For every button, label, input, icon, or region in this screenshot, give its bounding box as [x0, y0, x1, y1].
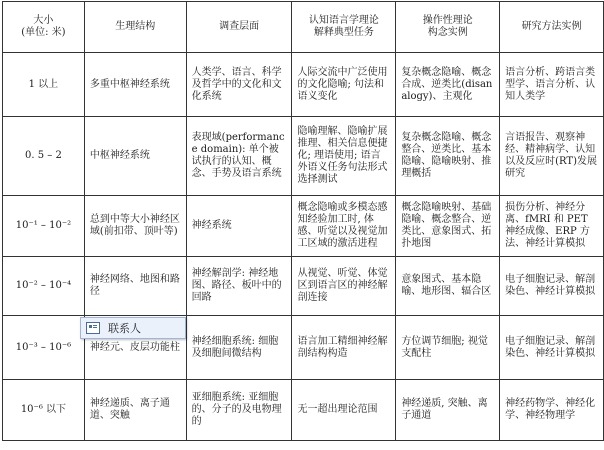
cell-level: 表现域(performance domain): 单个被试执行的认知、概念、手势及语言系统	[186, 117, 292, 196]
cell-task: 人际交流中广泛使用的文化隐喻; 句法和语义变化	[292, 53, 396, 117]
header-size: 大小 (单位: 米)	[3, 2, 85, 53]
cell-method: 电子细胞记录、解剖染色、神经计算模拟	[500, 316, 604, 380]
table-row	[3, 380, 604, 441]
header-physiology: 生理结构	[84, 2, 186, 53]
cell-method: 神经药物学、神经化学、神经物理学	[500, 380, 604, 441]
table-row	[3, 53, 604, 117]
cell-level: 人类学、语言、科学及哲学中的文化和文化系统	[186, 53, 292, 117]
cell-level: 神经系统	[186, 196, 292, 257]
cell-physiology: 总到中等大小神经区域(前扣带、顶叶等)	[84, 196, 186, 257]
table-row	[3, 257, 604, 316]
header-construct: 操作性理论 构念实例	[396, 2, 500, 53]
cell-construct: 复杂概念隐喻、概念整合、逆类比、基本隐喻、隐喻映射、推理概括	[396, 117, 500, 196]
header-cognitive-task: 认知语言学理论 解释典型任务	[292, 2, 396, 53]
cell-size: 10⁻³ – 10⁻⁶	[3, 316, 85, 380]
cell-task: 概念隐喻或多模态感知经验加工时, 体感、听觉以及视觉加工区域的激活进程	[292, 196, 396, 257]
table-row	[3, 196, 604, 257]
cell-level: 神经细胞系统: 细胞及细胞间微结构	[186, 316, 292, 380]
cell-task: 隐喻理解、隐喻扩展推理、相关信息便捷化; 理语使用; 语言外语义任务句法形式选择测试	[292, 117, 396, 196]
cell-physiology: 神经网络、地图和路径	[84, 257, 186, 316]
cell-size: 1 以上	[3, 53, 85, 117]
cell-construct: 方位调节细胞; 视觉支配柱	[396, 316, 500, 380]
cell-task: 无一超出理论范围	[292, 380, 396, 441]
cell-level: 亚细胞系统: 亚细胞的、分子的及电物理的	[186, 380, 292, 441]
cell-physiology: 神经递质、离子通道、突触	[84, 380, 186, 441]
cell-task: 语言加工精细神经解剖结构构造	[292, 316, 396, 380]
cell-method: 言语报告、观察神经、精神病学、认知以及反应时(RT)发展研究	[500, 117, 604, 196]
contact-card-icon	[86, 322, 100, 334]
comparison-table	[2, 1, 604, 441]
cell-size: 10⁻² – 10⁻⁴	[3, 257, 85, 316]
cell-size: 10⁻¹ – 10⁻²	[3, 196, 85, 257]
cell-size: 10⁻⁶ 以下	[3, 380, 85, 441]
cell-method: 电子细胞记录、解剖染色、神经计算模拟	[500, 257, 604, 316]
contact-popup-label[interactable]: 联系人	[108, 322, 141, 335]
table-header-row	[3, 2, 604, 53]
cell-level: 神经解剖学: 神经地图、路径、板叶中的回路	[186, 257, 292, 316]
cell-size: 0. 5 – 2	[3, 117, 85, 196]
cell-construct: 神经递质, 突触、离子通道	[396, 380, 500, 441]
table-row	[3, 117, 604, 196]
cell-construct: 意象图式、基本隐喻、地形图、辐合区	[396, 257, 500, 316]
cell-construct: 概念隐喻映射、基础隐喻、概念整合、逆类比、意象图式、拓扑地图	[396, 196, 500, 257]
cell-construct: 复杂概念隐喻、概念合成、逆类比(disanalogy)、主观化	[396, 53, 500, 117]
header-level: 调查层面	[186, 2, 292, 53]
header-method: 研究方法实例	[500, 2, 604, 53]
cell-method: 损伤分析、神经分离、fMRI 和 PET 神经成像、ERP 方法、神经计算模拟	[500, 196, 604, 257]
cell-physiology: 中枢神经系统	[84, 117, 186, 196]
cell-physiology: 多重中枢神经系统	[84, 53, 186, 117]
cell-physiology: 神经元、皮层功能柱	[84, 316, 186, 380]
cell-method: 语言分析、跨语言类型学、语言分析、认知人类学	[500, 53, 604, 117]
contact-popup[interactable]	[80, 317, 186, 339]
cell-task: 从视觉、听觉、体觉区到语言区的神经解剖连接	[292, 257, 396, 316]
